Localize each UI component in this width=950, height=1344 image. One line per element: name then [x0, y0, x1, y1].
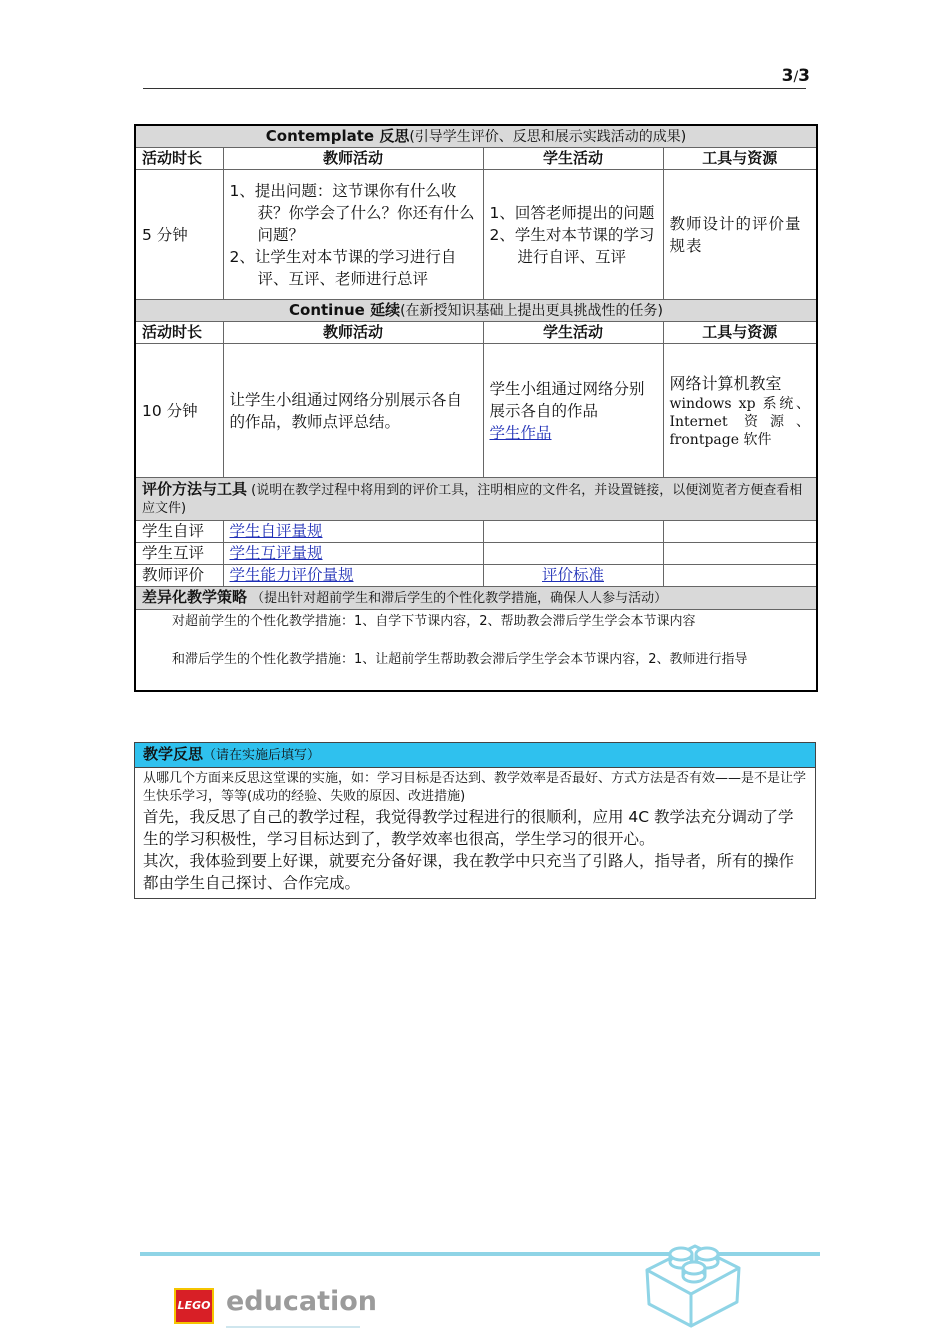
- list-item: 1、回答老师提出的问题: [489, 203, 655, 222]
- table-row: [135, 543, 817, 565]
- eval-label: 学生互评: [135, 543, 223, 565]
- continue-row: [135, 344, 817, 478]
- reflection-para-2: 其次，我体验到要上好课，就要充分备好课，我在教学中只充当了引路人，指导者，所有的操作都由学生自己探讨、合作完成。: [143, 852, 795, 892]
- eval-extra: [483, 521, 663, 543]
- lesson-plan-table: [134, 124, 818, 692]
- header-tools: 工具与资源: [663, 148, 817, 170]
- eval-label: 学生自评: [135, 521, 223, 543]
- reflection-lead: 从哪几个方面来反思这堂课的实施，如：学习目标是否达到、教学效率是否最好、方式方法是否有效——是不是让学生快乐学习，等等(成功的经验、失败的原因、改进措施): [143, 771, 807, 804]
- header-student: 学生活动: [483, 322, 663, 344]
- reflection-header: [135, 743, 815, 768]
- list-item: 2、让学生对本节课的学习进行自评、互评、老师进行总评: [229, 247, 457, 288]
- strategy-row: [135, 610, 817, 692]
- eval-standard-link[interactable]: 评价标准: [541, 566, 604, 584]
- student-work-link[interactable]: 学生作品: [489, 423, 552, 442]
- continue-student-text: 学生小组通过网络分别展示各自的作品: [489, 379, 645, 420]
- contemplate-tools: 教师设计的评价量规表: [663, 170, 817, 300]
- list-item: 1、提出问题：这节课你有什么收获？你学会了什么？你还有什么问题？: [229, 181, 475, 244]
- header-rule: [143, 88, 806, 89]
- header-duration: 活动时长: [135, 148, 223, 170]
- contemplate-title: Contemplate 反思: [265, 127, 410, 145]
- contemplate-column-headers: [135, 148, 817, 170]
- strategy-advanced: 对超前学生的个性化教学措施：1、自学下节课内容，2、帮助教会滞后学生学会本节课内容: [172, 614, 696, 629]
- continue-column-headers: [135, 322, 817, 344]
- evaluation-header: [135, 478, 817, 521]
- continue-section-header: [135, 300, 817, 322]
- self-eval-link[interactable]: 学生自评量规: [229, 522, 323, 540]
- header-duration: 活动时长: [135, 322, 223, 344]
- strategy-header: [135, 587, 817, 610]
- strategy-lagging: 和滞后学生的个性化教学措施：1、让超前学生帮助教会滞后学生学会本节课内容，2、教师进行指导: [172, 652, 748, 667]
- reflection-title: 教学反思: [143, 745, 204, 763]
- contemplate-teacher-activity: [223, 170, 483, 300]
- lego-logo: LEGO: [174, 1288, 214, 1324]
- contemplate-section-header: [135, 125, 817, 148]
- contemplate-student-activity: [483, 170, 663, 300]
- ability-eval-link[interactable]: 学生能力评价量规: [229, 566, 354, 584]
- continue-tools: [663, 344, 817, 478]
- contemplate-row: [135, 170, 817, 300]
- peer-eval-link[interactable]: 学生互评量规: [229, 544, 323, 562]
- continue-desc: (在新授知识基础上提出更具挑战性的任务): [400, 303, 664, 319]
- table-row: [135, 565, 817, 587]
- continue-title: Continue 延续: [289, 301, 401, 319]
- reflection-desc: （请在实施后填写）: [203, 748, 321, 763]
- contemplate-desc: (引导学生评价、反思和展示实践活动的成果): [409, 129, 687, 145]
- reflection-para-1: 首先，我反思了自己的教学过程，我觉得教学过程进行的很顺利，应用 4C 教学法充分调动了学生的学习积极性，学习目标达到了，教学效率也很高，学生学习的很开心。: [143, 808, 794, 848]
- table-row: [135, 521, 817, 543]
- eval-label: 教师评价: [135, 565, 223, 587]
- continue-tools-main: 网络计算机教室: [669, 373, 782, 393]
- evaluation-title: 评价方法与工具: [142, 480, 248, 498]
- header-teacher: 教师活动: [223, 322, 483, 344]
- header-teacher: 教师活动: [223, 148, 483, 170]
- header-student: 学生活动: [483, 148, 663, 170]
- reflection-text: [135, 806, 815, 898]
- continue-tools-detail: windows xp 系统、Internet 资源、frontpage 软件: [669, 395, 811, 448]
- continue-student-activity: [483, 344, 663, 478]
- continue-teacher-activity: 让学生小组通过网络分别展示各自的作品，教师点评总结。: [223, 344, 483, 478]
- header-tools: 工具与资源: [663, 322, 817, 344]
- strategy-title: 差异化教学策略: [142, 588, 248, 606]
- education-wordmark: education: [226, 1286, 378, 1317]
- reflection-box: [134, 742, 816, 899]
- evaluation-desc: (说明在教学过程中将用到的评价工具，注明相应的文件名，并设置链接，以便浏览者方便查看相应文件): [142, 483, 803, 516]
- list-item: 2、学生对本节课的学习进行自评、互评: [489, 225, 655, 266]
- page-number: 3/3: [781, 66, 810, 86]
- contemplate-duration: 5 分钟: [135, 170, 223, 300]
- eval-extra: [483, 543, 663, 565]
- strategy-desc: （提出针对超前学生和滞后学生的个性化教学措施，确保人人参与活动）: [251, 591, 668, 606]
- lego-brick-icon: [637, 1218, 747, 1328]
- wordmark-underline: [226, 1326, 360, 1328]
- continue-duration: 10 分钟: [135, 344, 223, 478]
